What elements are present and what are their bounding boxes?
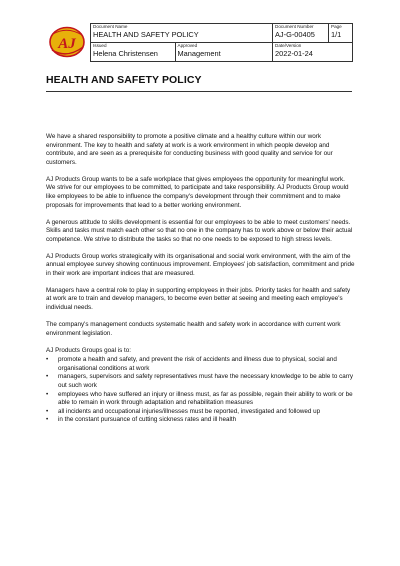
goal-item: • all incidents and occupational injuries/illnesses must be reported, investigated and followed up [58,408,355,417]
goal-item: • employees who have suffered an injury or illness must, as far as possible, regain their ability to work or be able to remain in work through adaptation and rehabilitation measures [58,391,355,408]
document-name-value: HEALTH AND SAFETY POLICY [93,30,199,39]
approved-cell [175,43,272,61]
date-version-value: 2022-01-24 [275,49,313,58]
date-version-label: Date/Version [275,43,302,48]
approved-value: Management [177,49,221,58]
document-header [46,23,352,61]
document-number-label: Document Number [275,24,314,29]
page-title: HEALTH AND SAFETY POLICY [46,74,202,86]
page-value: 1/1 [331,30,342,39]
goal-item: • in the constant pursuance of cutting sickness rates and ill health [58,416,355,425]
issued-approved-cell [91,43,273,62]
logo-lettering: AJ [58,36,76,52]
aj-logo-icon [46,23,90,61]
policy-paragraph: Managers have a central role to play in supporting employees in their jobs. Priority tasks for health and safety at work are to train and develop managers, to become even better at seeing and meeting each employee's individual needs. [46,286,351,312]
approved-label: Approved [177,43,198,48]
policy-paragraph: AJ Products Group wants to be a safe workplace that gives employees the opportunity for meaningful work. We strive for our employees to be committed, to participate and take responsibility. AJ Products Group would like employees to be able to influence the company's development through their commitment and to make proposals for improvements that lead to a better working environment. [46,175,349,209]
company-logo [46,23,90,61]
policy-paragraph: We have a shared responsibility to promote a positive climate and a healthy culture within our work environment. The key to health and safety at work is a work environment in which people develop and contribute, and are seen as a prerequisite for conducting business with good quality and service for our customers. [46,133,333,166]
date-version-cell [273,43,353,62]
issued-approved-subtable [91,43,272,61]
policy-paragraph: AJ Products Group works strategically with its organisational and social work environment, with the aim of the annual employee survey showing continuous improvement. Employees' job satisfaction, commitment and pride in their work are important indices that are measured. [46,252,355,277]
issued-label: Issued [93,43,107,48]
document-name-label: Document Name [93,24,128,29]
goal-item: • promote a health and safety, and prevent the risk of accidents and illness due to physical, social and organisational conditions at work [58,356,355,373]
page-cell [329,24,353,43]
policy-paragraph: The company's management conducts systematic health and safety work in accordance with current work environment legislation. [46,321,341,337]
document-number-cell [273,24,329,43]
goal-intro: AJ Products Groups goal is to: [46,346,132,354]
issued-value: Helena Christensen [93,49,158,58]
document-info-table [90,23,353,62]
policy-paragraph: A generous attitude to skills development is essential for our employees to be able to meet customers' needs. Skills and tasks must match each other so that no one in the company has to work above or below their actual competence. We strive to distribute the tasks so that no one needs to be exposed to high stress levels. [46,218,353,243]
issued-cell [91,43,175,61]
goal-list [46,356,355,425]
document-number-value: AJ-G-00405 [275,30,315,39]
document-name-cell [91,24,273,43]
goal-item: • managers, supervisors and safety representatives must have the necessary knowledge to be able to carry out such work [58,373,355,390]
page-label: Page [331,24,342,29]
policy-body [46,133,355,425]
title-divider [46,91,352,92]
